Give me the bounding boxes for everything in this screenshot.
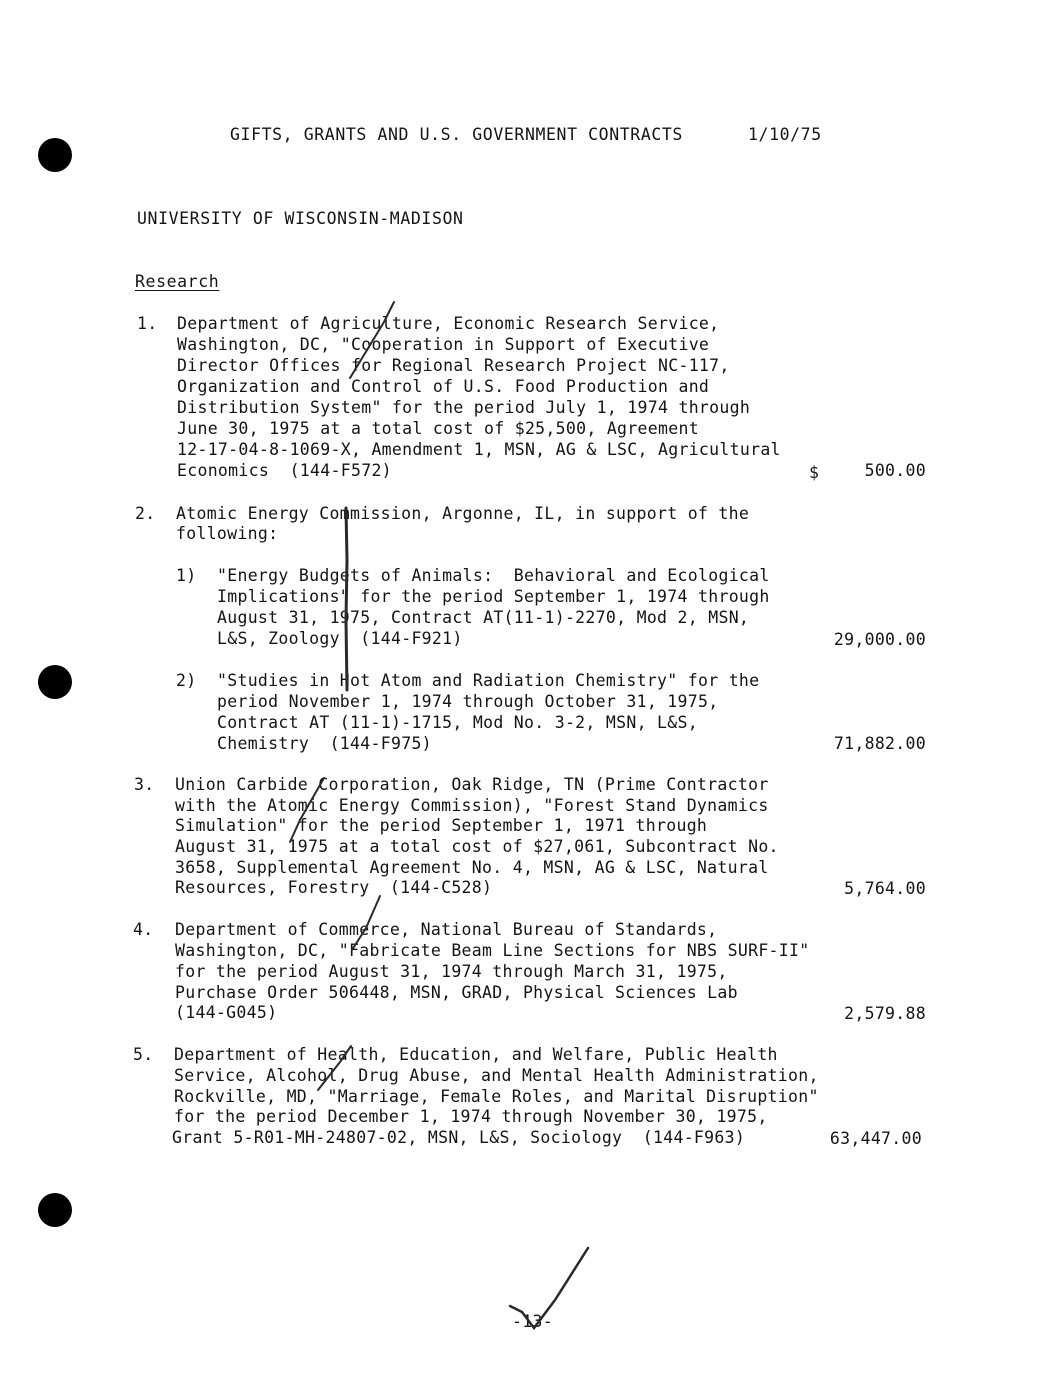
tick-mark-entry-1 <box>350 302 394 378</box>
entry-text-line: Department of Health, Education, and Welfare, Public Health <box>174 1045 778 1064</box>
subitem-text-line: L&S, Zoology (144-F921) <box>217 629 463 648</box>
entry-text-line: Department of Agriculture, Economic Research Service, <box>177 314 720 333</box>
entry-text-line: Department of Commerce, National Bureau of Standards, <box>175 920 718 939</box>
checkmark <box>510 1248 588 1328</box>
entry-text-line: Distribution System" for the period July 1, 1974 through <box>177 398 751 417</box>
subitem-text-line: period November 1, 1974 through October 31, 1975, <box>217 692 719 711</box>
entry-text-line: August 31, 1975 at a total cost of $27,061, Subcontract No. <box>175 837 779 856</box>
currency-symbol: $ <box>809 463 820 482</box>
subitem-amount: 29,000.00 <box>833 630 926 649</box>
entry-text-line: June 30, 1975 at a total cost of $25,500, Agreement <box>177 419 699 438</box>
entry-text-line: Union Carbide Corporation, Oak Ridge, TN (Prime Contractor <box>175 775 769 794</box>
entry-text-line: Director Offices for Regional Research Project NC-117, <box>177 356 730 375</box>
entry-text-line: Simulation" for the period September 1, 1971 through <box>175 816 708 835</box>
entry-text-line: Grant 5-R01-MH-24807-02, MSN, L&S, Sociology (144-F963) <box>172 1128 746 1147</box>
subitem-text-line: Contract AT (11-1)-1715, Mod No. 3-2, MSN, L&S, <box>217 713 698 732</box>
entry-number: 2. <box>135 504 156 523</box>
entry-text-line: Washington, DC, "Cooperation in Support of Executive <box>177 335 710 354</box>
entry-text-line: with the Atomic Energy Commission), "Forest Stand Dynamics <box>175 796 769 815</box>
entry-text-line: (144-G045) <box>175 1003 278 1022</box>
subitem-text-line: August 31, 1975, Contract AT(11-1)-2270, Mod 2, MSN, <box>217 608 750 627</box>
entry-amount: 500.00 <box>864 461 926 480</box>
subitem-number: 1) <box>176 566 197 585</box>
entry-text-line: for the period December 1, 1974 through November 30, 1975, <box>174 1107 768 1126</box>
section-heading: Research <box>135 272 220 291</box>
entry-text-line: Rockville, MD, "Marriage, Female Roles, and Marital Disruption" <box>174 1087 819 1106</box>
entry-text-line: 3658, Supplemental Agreement No. 4, MSN, AG & LSC, Natural <box>175 858 769 877</box>
subitem-text-line: "Energy Budgets of Animals: Behavioral and Ecological <box>217 566 770 585</box>
entry-number: 3. <box>134 775 155 794</box>
tick-mark-entry-4 <box>352 896 380 950</box>
entry-amount: 2,579.88 <box>844 1004 926 1023</box>
subitem-text-line: "Studies in Hot Atom and Radiation Chemistry" for the <box>217 671 760 690</box>
institution-name: UNIVERSITY OF WISCONSIN-MADISON <box>137 209 464 228</box>
entry-amount: 5,764.00 <box>844 879 926 898</box>
entry-text-line: Atomic Energy Commission, Argonne, IL, in support of the <box>176 504 750 523</box>
tick-mark-entry-5 <box>318 1046 351 1090</box>
entry-text-line: Organization and Control of U.S. Food Production and <box>177 377 710 396</box>
entry-text-line: Washington, DC, "Fabricate Beam Line Sections for NBS SURF-II" <box>175 941 810 960</box>
entry-text-line: for the period August 31, 1974 through March 31, 1975, <box>175 962 728 981</box>
entry-amount: 63,447.00 <box>829 1129 922 1148</box>
entry-text-line: 12-17-04-8-1069-X, Amendment 1, MSN, AG & LSC, Agricultural <box>177 440 781 459</box>
subitem-amount: 71,882.00 <box>833 734 926 753</box>
entry-number: 4. <box>133 920 154 939</box>
entry-text-line: Resources, Forestry (144-C528) <box>175 878 493 897</box>
page-number: -13- <box>512 1312 553 1331</box>
tick-mark-entry-3 <box>290 778 324 842</box>
document-date: 1/10/75 <box>748 125 822 144</box>
subitem-number: 2) <box>176 671 197 690</box>
subitem-text-line: Implications" for the period September 1, 1974 through <box>217 587 770 606</box>
entry-number: 1. <box>137 314 158 333</box>
subitem-text-line: Chemistry (144-F975) <box>217 734 432 753</box>
entry-number: 5. <box>133 1045 154 1064</box>
document-title: GIFTS, GRANTS AND U.S. GOVERNMENT CONTRACTS <box>230 125 683 144</box>
vertical-check-line <box>346 508 347 690</box>
entry-text-line: Economics (144-F572) <box>177 461 392 480</box>
entry-text-line: Service, Alcohol, Drug Abuse, and Mental Health Administration, <box>174 1066 819 1085</box>
entry-text-line: Purchase Order 506448, MSN, GRAD, Physical Sciences Lab <box>175 983 738 1002</box>
entry-text-line: following: <box>176 524 279 543</box>
